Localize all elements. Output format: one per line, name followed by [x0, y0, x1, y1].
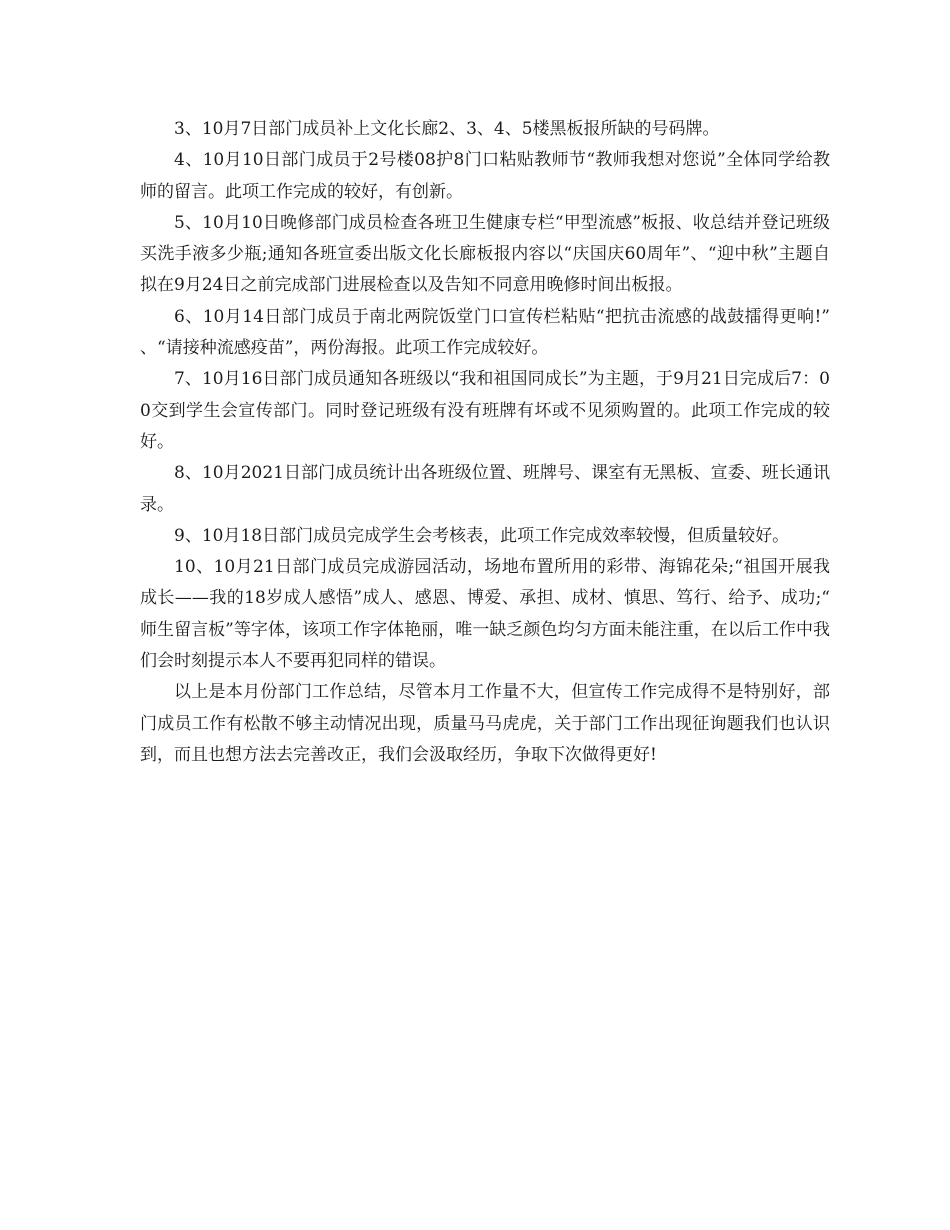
paragraph-item-8: 8、10月2021日部门成员统计出各班级位置、班牌号、课室有无黑板、宣委、班长通讯录。 [140, 463, 830, 515]
paragraph-item-3: 3、10月7日部门成员补上文化长廊2、3、4、5楼黑板报所缺的号码牌。 [174, 119, 720, 139]
paragraph-item-10: 10、10月21日部门成员完成游园活动，场地布置所用的彩带、海锦花朵;“祖国开展我成长——我的18岁成人感悟”成人、感恩、博爱、承担、成材、慎思、笃行、给予、成功;“师生留言板”等字体，该项工作字体艳丽，唯一缺乏颜色均匀方面未能注重，在以后工作中我们会时刻提示本人不要再犯同样的错误。 [140, 557, 830, 672]
document-body [140, 114, 830, 771]
paragraph-item-9: 9、10月18日部门成员完成学生会考核表，此项工作完成效率较慢，但质量较好。 [174, 525, 790, 546]
paragraph-item-7: 7、10月16日部门成员通知各班级以“我和祖国同成长”为主题，于9月21日完成后7：00交到学生会宣传部门。同时登记班级有没有班牌有坏或不见须购置的。此项工作完成的较好。 [140, 369, 830, 452]
paragraph-summary: 以上是本月份部门工作总结，尽管本月工作量不大，但宣传工作完成得不是特别好，部门成员工作有松散不够主动情况出现，质量马马虎虎，关于部门工作出现征询题我们也认识到，而且也想方法去完善改正，我们会汲取经历，争取下次做得更好! [140, 682, 830, 765]
paragraph-item-5: 5、10月10日晚修部门成员检查各班卫生健康专栏“甲型流感”板报、收总结并登记班级买洗手液多少瓶;通知各班宣委出版文化长廊板报内容以“庆国庆60周年”、“迎中秋”主题自拟在9月24日之前完成部门进展检查以及告知不同意用晚修时间出板报。 [140, 212, 830, 296]
paragraph-item-4: 4、10月10日部门成员于2号楼08护8门口粘贴教师节“教师我想对您说”全体同学给教师的留言。此项工作完成的较好，有创新。 [140, 150, 830, 202]
paragraph-item-6: 6、10月14日部门成员于南北两院饭堂门口宣传栏粘贴“把抗击流感的战鼓擂得更响!”、“请接种流感疫苗”，两份海报。此项工作完成较好。 [140, 306, 830, 359]
